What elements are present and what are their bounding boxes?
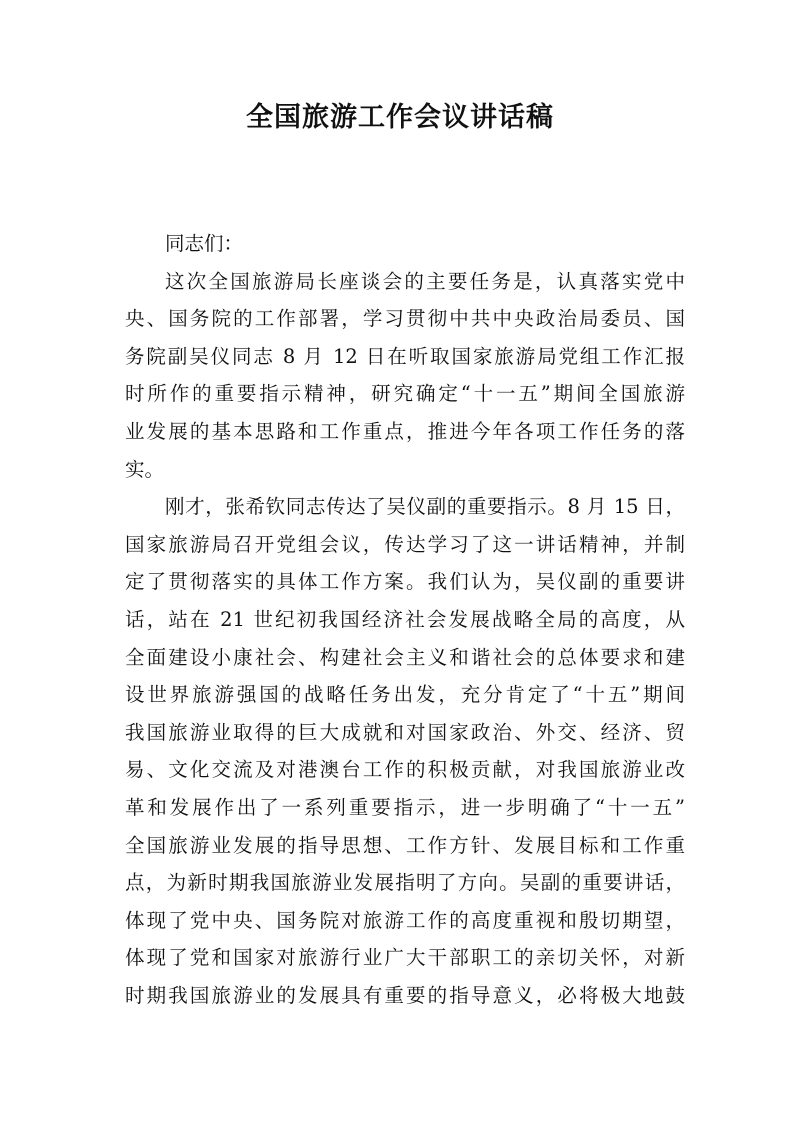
document-body (125, 225, 685, 1014)
paragraph-2 (125, 488, 685, 1014)
paragraph-1 (125, 263, 685, 489)
paragraph-line: 革和发展作出了一系列重要指示，进一步明确了“十一五” (125, 795, 685, 819)
paragraph-line: 时所作的重要指示精神，研究确定“十一五”期间全国旅游 (125, 382, 685, 406)
paragraph-line: 设世界旅游强国的战略任务出发，充分肯定了“十五”期间 (125, 683, 685, 707)
paragraph-line: 我国旅游业取得的巨大成就和对国家政治、外交、经济、贸 (125, 720, 685, 744)
salutation: 同志们： (165, 232, 244, 255)
paragraph-line: 时期我国旅游业的发展具有重要的指导意义，必将极大地鼓 (125, 983, 685, 1007)
paragraph-line: 体现了党和国家对旅游行业广大干部职工的亲切关怀，对新 (125, 946, 685, 970)
paragraph-line: 业发展的基本思路和工作重点，推进今年各项工作任务的落 (125, 419, 685, 443)
paragraph-line: 话，站在 21 世纪初我国经济社会发展战略全局的高度，从 (125, 607, 685, 631)
paragraph-line: 央、国务院的工作部署，学习贯彻中共中央政治局委员、国 (125, 307, 685, 331)
paragraph-line: 全面建设小康社会、构建社会主义和谐社会的总体要求和建 (125, 645, 685, 669)
paragraph-line: 刚才，张希钦同志传达了吴仪副的重要指示。8 月 15 日， (165, 495, 685, 519)
paragraph-line: 定了贯彻落实的具体工作方案。我们认为，吴仪副的重要讲 (125, 570, 685, 594)
paragraph-line: 这次全国旅游局长座谈会的主要任务是，认真落实党中 (165, 269, 685, 293)
paragraph-line: 体现了党中央、国务院对旅游工作的高度重视和殷切期望， (125, 908, 685, 932)
paragraph-line: 全国旅游业发展的指导思想、工作方针、发展目标和工作重 (125, 833, 685, 857)
document-title: 全国旅游工作会议讲话稿 (246, 102, 554, 133)
paragraph-line: 务院副吴仪同志 8 月 12 日在听取国家旅游局党组工作汇报 (125, 344, 685, 368)
paragraph-line: 实。 (125, 457, 165, 481)
paragraph-line: 点，为新时期我国旅游业发展指明了方向。吴副的重要讲话， (125, 871, 685, 895)
paragraph-line: 国家旅游局召开党组会议，传达学习了这一讲话精神，并制 (125, 532, 685, 556)
paragraph-line: 易、文化交流及对港澳台工作的积极贡献，对我国旅游业改 (125, 758, 685, 782)
